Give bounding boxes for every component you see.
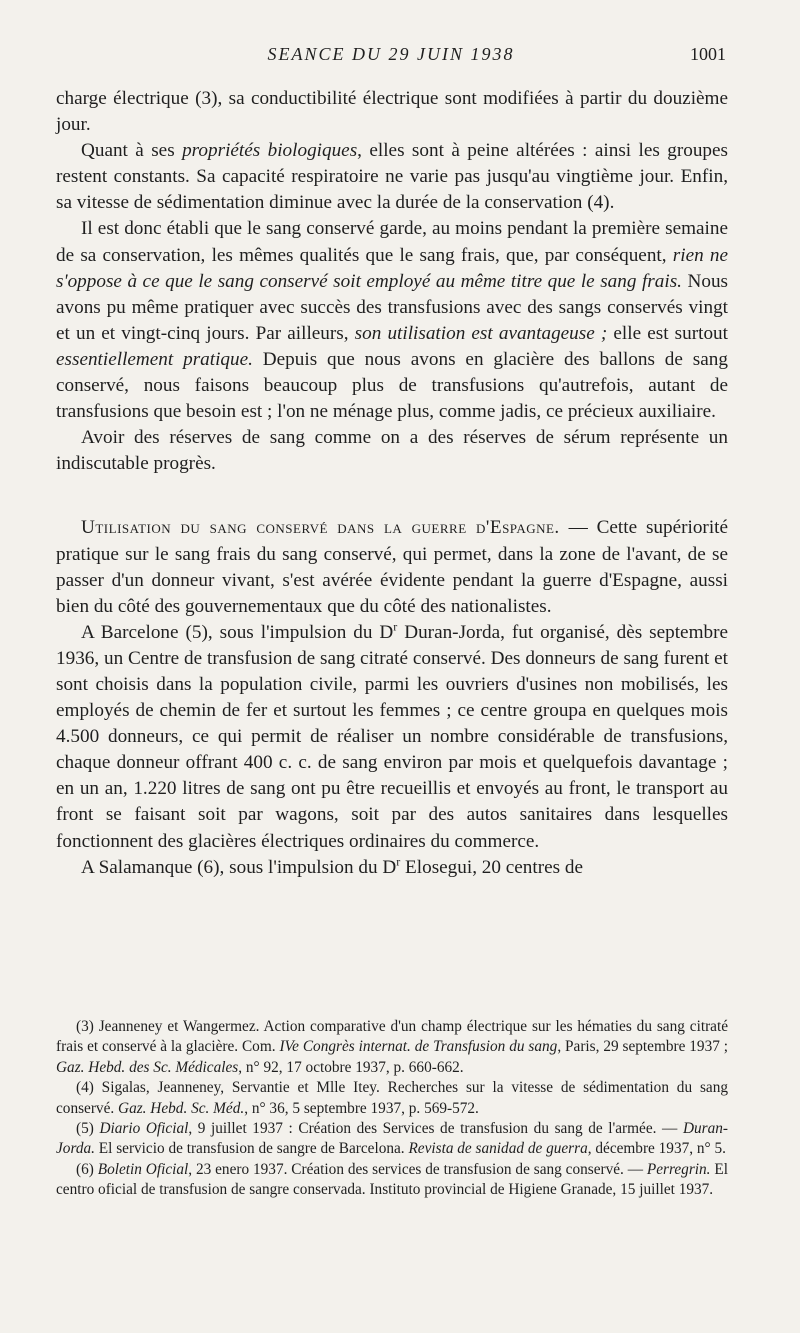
paragraph-text: A Salamanque (6), sous l'impulsion du D	[81, 856, 397, 878]
emphasis: Diario Oficial	[99, 1120, 189, 1138]
emphasis: son utilisation est avantageuse ;	[354, 322, 608, 344]
emphasis: Boletin Oficial	[97, 1160, 189, 1178]
page-header	[56, 44, 726, 70]
paragraph-text: elle est surtout	[607, 322, 728, 344]
paragraph-text: Quant à ses	[81, 140, 183, 162]
footnote-text: El servicio de transfusion de sangre de Barcelona.	[94, 1140, 409, 1158]
footnote-3	[56, 1017, 728, 1078]
paragraph-2	[56, 138, 728, 216]
paragraph-text: Duran-Jorda, fut organisé, dès septembre 1936, un Centre de transfusion de sang citraté conservé. Des donneurs de sang furent et sont choisis dans la population civile, parmi les ouvriers d'usines non mobilisés, les employés de chemin de fer et surtout les femmes ; ce centre groupa en quelques mois 4.500 donneurs, ce qui permit de réaliser un nombre considérable de transfusions, chaque donneur offrant 400 c. c. de sang environ par mois et quelquefois davantage ; en un an, 1.220 litres de sang ont pu être recueillis et envoyés au front, le transport au front se faisant soit par wagons, soit par des autos sanitaires dans lesquelles fonctionnent des glacières électriques ordinaires du commerce.	[56, 621, 728, 852]
section-heading: Utilisation du sang conservé dans la guerre d'Espagne.	[81, 517, 560, 539]
footnote-6	[56, 1160, 728, 1201]
footnote-text: , 9 juillet 1937 : Création des Services de transfusion du sang de l'armée. —	[188, 1120, 683, 1138]
paragraph-1	[56, 86, 728, 138]
paragraph-4	[56, 425, 728, 477]
emphasis: rien ne s'oppose à ce que le sang conservé soit employé au même titre que le sang frais.	[56, 244, 728, 292]
superscript: r	[393, 619, 398, 634]
superscript: r	[396, 854, 401, 869]
footnote-5	[56, 1119, 728, 1160]
paragraph-text: charge électrique (3), sa conductibilité électrique sont modifiées à partir du douzième jour.	[56, 88, 728, 136]
footnote-text: , 23 enero 1937. Création des services de transfusion de sang conservé. —	[188, 1160, 647, 1178]
footnote-text: (6)	[76, 1160, 98, 1178]
paragraph-text: Nous avons pu même pratiquer avec succès des transfusions avec des sangs conservés vingt et un et vingt-cinq jours. Par ailleurs,	[56, 270, 728, 344]
emphasis: Gaz. Hebd. des Sc. Médicales	[56, 1058, 239, 1076]
paragraph-text: A Barcelone (5), sous l'impulsion du D	[81, 621, 394, 643]
emphasis: essentiellement pratique.	[56, 348, 253, 370]
paragraph-text: , elles sont à peine altérées : ainsi les groupes restent constants. Sa capacité respiratoire ne varie pas jusqu'au vingtième jour. Enfin, sa vitesse de sédimentation diminue avec la durée de la conservation (4).	[56, 140, 729, 214]
footnote-text: El centro oficial de transfusion de sangre conservada. Instituto provincial de Higiene Granade, 15 juillet 1937.	[56, 1160, 728, 1199]
body-text	[56, 86, 728, 881]
paragraph-text: Avoir des réserves de sang comme on a des réserves de sérum représente un indiscutable progrès.	[56, 427, 728, 475]
paragraph-text: — Cette supériorité pratique sur le sang frais du sang conservé, qui permet, dans la zone de l'avant, de se passer d'un donneur vivant, s'est avérée évidente pendant la guerre d'Espagne, aussi bien du côté des gouvernementaux que du côté des nationalistes.	[56, 517, 728, 617]
paragraph-text: Il est donc établi que le sang conservé garde, au moins pendant la première semaine de sa conservation, les mêmes qualités que le sang frais, que, par conséquent,	[56, 218, 728, 266]
paragraph-6	[56, 620, 728, 855]
running-title: SEANCE DU 29 JUIN 1938	[267, 44, 515, 64]
emphasis: IVe Congrès internat. de Transfusion du sang	[279, 1038, 558, 1056]
emphasis: Gaz. Hebd. Sc. Méd.	[118, 1099, 245, 1117]
paragraph-text: Depuis que nous avons en glacière des ballons de sang conservé, nous faisons beaucoup plus de transfusions qu'autrefois, autant de transfusions que besoin est ; l'on ne ménage plus, comme jadis, ce précieux auxiliaire.	[56, 348, 728, 423]
page-number: 1001	[690, 44, 726, 64]
footnote-text: (4) Sigalas, Jeanneney, Servantie et Mlle Itey. Recherches sur la vitesse de sédimentation du sang conservé.	[56, 1079, 728, 1117]
emphasis: Duran-Jorda.	[56, 1120, 728, 1158]
emphasis: Revista de sanidad de guerra	[408, 1140, 588, 1158]
footnote-text: , Paris, 29 septembre 1937 ;	[557, 1038, 728, 1056]
emphasis: propriétés biologiques	[182, 140, 358, 162]
emphasis: Perregrin.	[646, 1160, 711, 1178]
footnote-text: , n° 36, 5 septembre 1937, p. 569-572.	[244, 1099, 479, 1117]
footnote-text: , décembre 1937, n° 5.	[587, 1140, 726, 1158]
paragraph-7	[56, 855, 728, 881]
footnotes	[56, 1017, 728, 1201]
paragraph-3	[56, 216, 728, 425]
footnote-4	[56, 1078, 728, 1119]
section-gap	[56, 477, 728, 515]
footnote-text: (3) Jeanneney et Wangermez. Action comparative d'un champ électrique sur les hématies du sang citraté frais et conservé à la glacière. Com.	[56, 1018, 728, 1056]
paragraph-text: Elosegui, 20 centres de	[400, 856, 584, 878]
paragraph-5	[56, 515, 728, 619]
footnote-text: , n° 92, 17 octobre 1937, p. 660-662.	[238, 1058, 464, 1076]
footnote-text: (5)	[76, 1120, 100, 1138]
